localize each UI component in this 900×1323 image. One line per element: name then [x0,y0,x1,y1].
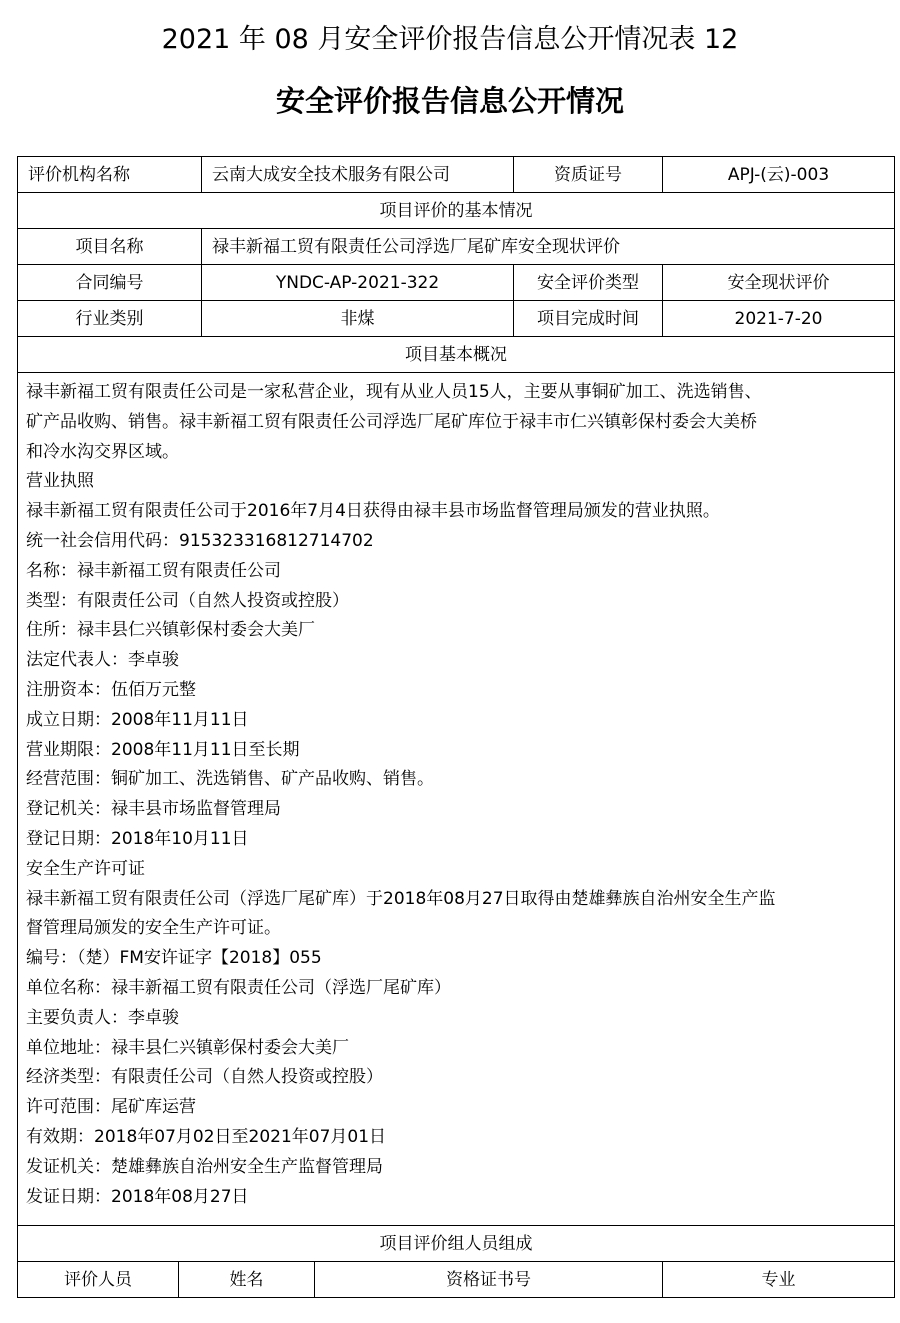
overview-line: 登记日期：2018年10月11日 [26,828,249,849]
overview-title: 项目基本概况 [18,337,895,373]
team-header-name: 姓名 [179,1262,315,1298]
overview-line: 经济类型：有限责任公司（自然人投资或控股） [26,1067,383,1088]
team-header-evaluator: 评价人员 [18,1262,179,1298]
overview-line: 名称：禄丰新福工贸有限责任公司 [26,560,281,581]
overview-line: 安全生产许可证 [26,858,145,879]
overview-line: 督管理局颁发的安全生产许可证。 [26,918,281,939]
overview-line: 禄丰新福工贸有限责任公司于2016年7月4日获得由禄丰县市场监督管理局颁发的营业执照。 [26,501,720,522]
overview-line: 发证日期：2018年08月27日 [26,1186,249,1207]
overview-line: 单位地址：禄丰县仁兴镇彰保村委会大美厂 [26,1037,349,1058]
contract-row [18,265,895,301]
contract-label: 合同编号 [18,265,202,301]
team-title: 项目评价组人员组成 [18,1226,895,1262]
overview-line: 有效期：2018年07月02日至2021年07月01日 [26,1126,387,1147]
basic-section-row [18,193,895,229]
overview-line: 许可范围：尾矿库运营 [26,1097,196,1118]
project-row [18,229,895,265]
overview-line: 注册资本：伍佰万元整 [26,679,196,700]
overview-line: 矿产品收购、销售。禄丰新福工贸有限责任公司浮选厂尾矿库位于禄丰市仁兴镇彰保村委会大美桥 [26,411,757,432]
overview-line: 禄丰新福工贸有限责任公司是一家私营企业，现有从业人员15人，主要从事铜矿加工、洗选销售、 [26,382,762,402]
team-title-row [18,1226,895,1262]
org-value: 云南大成安全技术服务有限公司 [202,157,514,193]
team-header-specialty: 专业 [663,1262,895,1298]
cert-label: 资质证号 [514,157,663,193]
overview-body-row [18,373,895,1226]
team-header-cert-number: 资格证书号 [315,1262,663,1298]
contract-value: YNDC-AP-2021-322 [202,265,514,301]
overview-body [18,373,895,1226]
project-value: 禄丰新福工贸有限责任公司浮选厂尾矿库安全现状评价 [202,229,895,265]
overview-line: 经营范围：铜矿加工、洗选销售、矿产品收购、销售。 [26,769,434,790]
cert-value: APJ-(云)-003 [663,157,895,193]
overview-line: 发证机关：楚雄彝族自治州安全生产监督管理局 [26,1156,383,1177]
overview-title-row [18,337,895,373]
basic-section-title: 项目评价的基本情况 [18,193,895,229]
completion-date-label: 项目完成时间 [514,301,663,337]
overview-line: 登记机关：禄丰县市场监督管理局 [26,799,281,820]
eval-type-value: 安全现状评价 [663,265,895,301]
overview-line: 成立日期：2008年11月11日 [26,709,249,730]
overview-line: 营业执照 [26,471,94,492]
overview-line: 住所：禄丰县仁兴镇彰保村委会大美厂 [26,620,315,641]
completion-date-value: 2021-7-20 [663,301,895,337]
overview-line: 营业期限：2008年11月11日至长期 [26,739,300,760]
industry-row [18,301,895,337]
team-header-row [18,1262,895,1298]
overview-line: 编号：（楚）FM安许证字【2018】055 [26,948,322,969]
eval-type-label: 安全评价类型 [514,265,663,301]
project-label: 项目名称 [18,229,202,265]
overview-line: 单位名称：禄丰新福工贸有限责任公司（浮选厂尾矿库） [26,977,451,998]
overview-line: 主要负责人：李卓骏 [26,1007,179,1028]
overview-line: 类型：有限责任公司（自然人投资或控股） [26,590,349,611]
org-row [18,157,895,193]
document-title: 2021 年 08 月安全评价报告信息公开情况表 12 [161,24,739,55]
industry-value: 非煤 [202,301,514,337]
overview-line: 统一社会信用代码：91532331681271470​2 [26,530,374,551]
overview-line: 法定代表人：李卓骏 [26,650,179,671]
overview-line: 和冷水沟交界区域。 [26,441,179,462]
org-label: 评价机构名称 [18,157,202,193]
document-subtitle: 安全评价报告信息公开情况 [275,84,624,118]
industry-label: 行业类别 [18,301,202,337]
overview-line: 禄丰新福工贸有限责任公司（浮选厂尾矿库）于2018年08月27日取得由楚雄彝族自治州安全生产监 [26,888,776,909]
info-table [17,156,895,1298]
